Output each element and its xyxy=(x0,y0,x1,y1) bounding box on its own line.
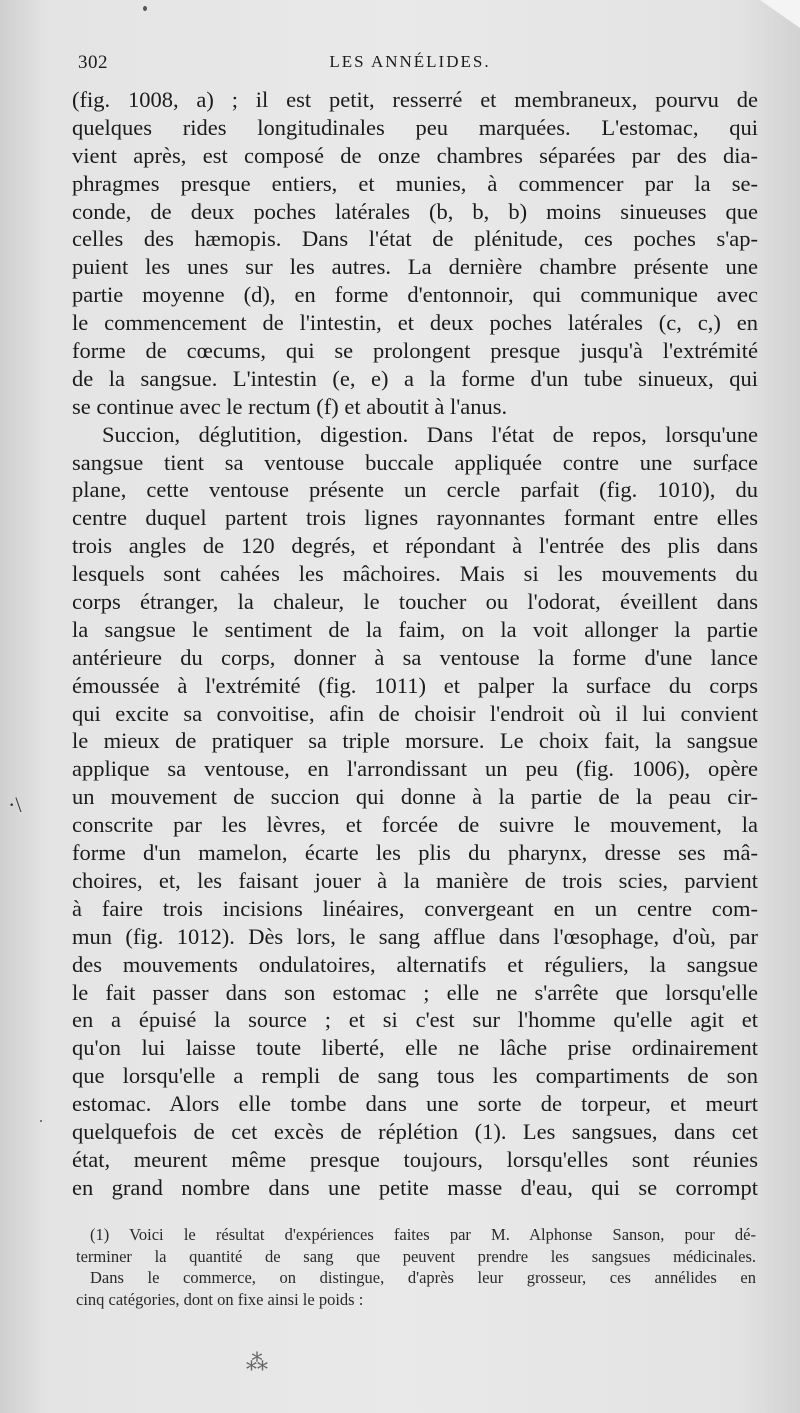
footnote-line: terminer la quantité de sang que peuvent prendre les sangsues médicinales. xyxy=(76,1246,756,1266)
text-line: applique sa ventouse, en l'arrondissant un peu (fig. 1006), opère xyxy=(72,756,758,782)
footnote-line: Dans le commerce, on distingue, d'après leur grosseur, ces annélides en xyxy=(90,1268,756,1287)
text-line: centre duquel partent trois lignes rayonnantes formant entre elles xyxy=(72,505,758,531)
text-line: conscrite par les lèvres, et forcée de suivre le mouvement, la xyxy=(72,812,758,838)
text-line: de la sangsue. L'intestin (e, e) a la forme d'un tube sinueux, qui xyxy=(72,365,758,391)
margin-mark: ·\ xyxy=(8,792,22,817)
page-number: 302 xyxy=(78,52,108,73)
bottom-mark: ⁂ xyxy=(246,1350,268,1375)
text-line: qui excite sa convoitise, afin de choisir l'endroit où il lui convient xyxy=(72,700,758,726)
body-text xyxy=(72,86,758,1202)
footnote-line: cinq catégories, dont on fixe ainsi le poids : xyxy=(76,1289,364,1309)
text-line: le commencement de l'intestin, et deux poches latérales (c, c,) en xyxy=(72,310,758,336)
footnote xyxy=(76,1224,756,1310)
text-line: émoussée à l'extrémité (fig. 1011) et palper la surface du corps xyxy=(72,672,758,698)
dust-speck xyxy=(40,1120,42,1122)
text-line: choires, et, les faisant jouer à la manière de trois scies, parvient xyxy=(72,867,758,893)
text-line: des mouvements ondulatoires, alternatifs et réguliers, la sangsue xyxy=(72,951,758,977)
text-line: à faire trois incisions linéaires, convergeant en un centre com- xyxy=(72,895,758,921)
text-line: état, meurent même presque toujours, lorsqu'elles sont réunies xyxy=(72,1146,758,1172)
running-head: LES ANNÉLIDES. xyxy=(329,52,491,71)
text-line: (fig. 1008, a) ; il est petit, resserré et membraneux, pourvu de xyxy=(72,87,758,112)
text-line: quelques rides longitudinales peu marquées. L'estomac, qui xyxy=(72,114,758,140)
text-line: corps étranger, la chaleur, le toucher ou l'odorat, éveillent dans xyxy=(72,589,758,615)
text-line: sangsue tient sa ventouse buccale appliquée contre une surface xyxy=(72,449,758,475)
footnote-line: (1) Voici le résultat d'expériences faites par M. Alphonse Sanson, pour dé- xyxy=(90,1225,756,1244)
text-line: lesquels sont cahées les mâchoires. Mais si les mouvements du xyxy=(72,561,758,587)
text-line: la sangsue le sentiment de la faim, on la voit allonger la partie xyxy=(72,616,758,642)
text-line: Succion, déglutition, digestion. Dans l'état de repos, lorsqu'une xyxy=(102,421,758,447)
dust-speck xyxy=(143,6,147,11)
page-header xyxy=(78,52,742,78)
text-line: en grand nombre dans une petite masse d'eau, qui se corrompt xyxy=(72,1174,758,1200)
text-line: qu'on lui laisse toute liberté, elle ne lâche prise ordinairement xyxy=(72,1035,758,1061)
text-line: antérieure du corps, donner à sa ventouse la forme d'une lance xyxy=(72,644,758,670)
text-line: quelquefois de cet excès de réplétion (1). Les sangsues, dans cet xyxy=(72,1118,758,1144)
text-line: un mouvement de succion qui donne à la partie de la peau cir- xyxy=(72,784,758,810)
text-line: puient les unes sur les autres. La dernière chambre présente une xyxy=(72,254,758,280)
text-line: plane, cette ventouse présente un cercle parfait (fig. 1010), du xyxy=(72,477,758,503)
text-line: forme de cœcums, qui se prolongent presque jusqu'à l'extrémité xyxy=(72,338,758,364)
text-line: le mieux de pratiquer sa triple morsure. Le choix fait, la sangsue xyxy=(72,728,758,754)
text-line: vient après, est composé de onze chambres séparées par des dia- xyxy=(72,142,758,168)
text-line: trois angles de 120 degrés, et répondant à l'entrée des plis dans xyxy=(72,533,758,559)
text-line: le fait passer dans son estomac ; elle ne s'arrête que lorsqu'elle xyxy=(72,979,758,1005)
text-line: forme d'un mamelon, écarte les plis du pharynx, dresse ses mâ- xyxy=(72,840,758,866)
text-line: partie moyenne (d), en forme d'entonnoir, qui communique avec xyxy=(72,282,758,308)
text-line: se continue avec le rectum (f) et aboutit à l'anus. xyxy=(72,393,508,419)
text-line: estomac. Alors elle tombe dans une sorte de torpeur, et meurt xyxy=(72,1091,758,1117)
text-line: conde, de deux poches latérales (b, b, b) moins sinueuses que xyxy=(72,198,758,224)
text-line: en a épuisé la source ; et si c'est sur l'homme qu'elle agit et xyxy=(72,1007,758,1033)
text-line: que lorsqu'elle a rempli de sang tous les compartiments de son xyxy=(72,1063,758,1089)
text-line: celles des hæmopis. Dans l'état de plénitude, ces poches s'ap- xyxy=(72,226,758,252)
page-corner-fold xyxy=(760,0,800,28)
text-line: mun (fig. 1012). Dès lors, le sang afflue dans l'œsophage, d'où, par xyxy=(72,923,758,949)
text-line: phragmes presque entiers, et munies, à commencer par la se- xyxy=(72,170,758,196)
